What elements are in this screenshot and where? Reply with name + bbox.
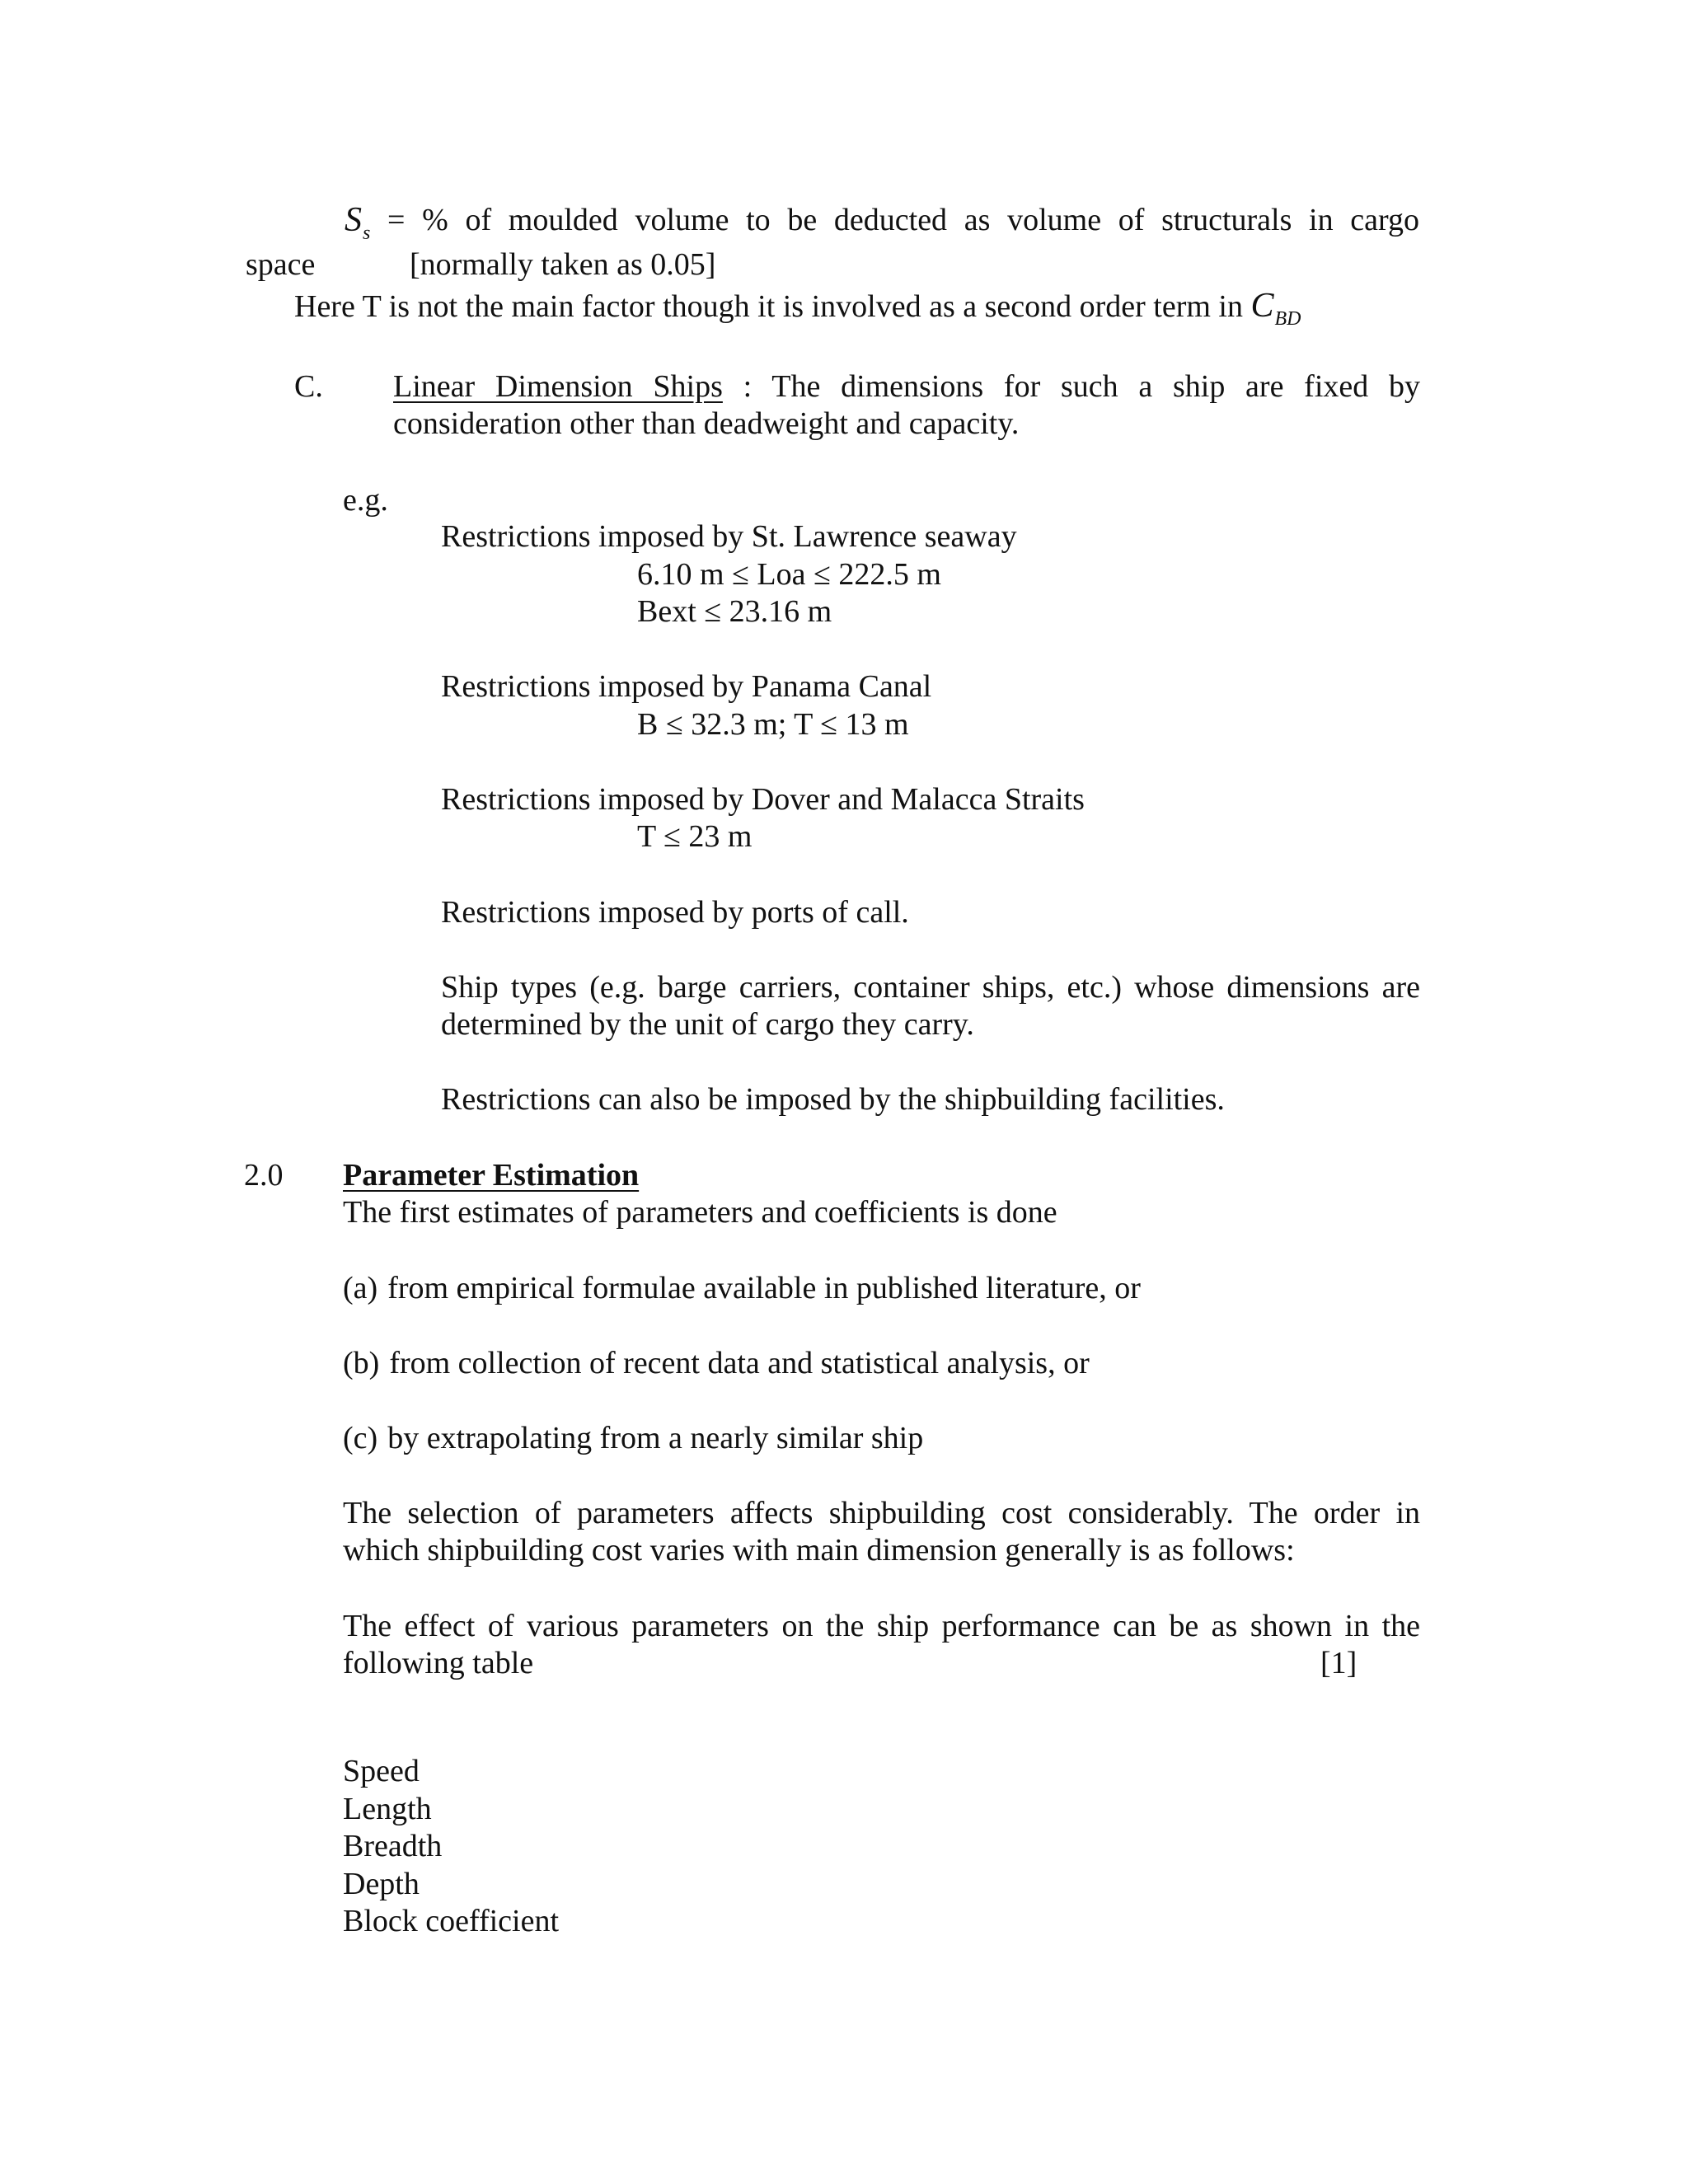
param-depth: Depth (343, 1867, 420, 1901)
seaway-title: Restrictions imposed by St. Lawrence seaway (441, 519, 1017, 554)
eg-label: e.g. (343, 483, 388, 518)
list-item-text: by extrapolating from a nearly similar ship (387, 1421, 924, 1455)
section-c-line2: consideration other than deadweight and capacity. (393, 406, 1020, 441)
list-item-label: (a) (343, 1271, 378, 1305)
section-c-marker: C. (294, 369, 323, 404)
list-item-label: (c) (343, 1421, 378, 1455)
list-item-text: from collection of recent data and statistical analysis, or (389, 1346, 1090, 1380)
section-c-line1 (393, 368, 1420, 405)
list-item-text: from empirical formulae available in published literature, or (387, 1271, 1141, 1305)
facilities-restriction: Restrictions can also be imposed by the shipbuilding facilities. (441, 1082, 1225, 1117)
param-breadth: Breadth (343, 1829, 443, 1863)
param-block-coefficient: Block coefficient (343, 1904, 560, 1938)
list-item (343, 1269, 1141, 1307)
ss-symbol: $S_s$ (345, 201, 371, 244)
effect-para-line1: The effect of various parameters on the ship performance can be as shown in the (343, 1609, 1420, 1643)
section-2-intro: The first estimates of parameters and coefficients is done (343, 1195, 1057, 1230)
straits-line-1: T ≤ 23 m (637, 819, 753, 854)
list-item-label: (b) (343, 1346, 380, 1380)
seaway-line-2: Bext ≤ 23.16 m (637, 594, 832, 629)
ship-types-line2: determined by the unit of cargo they carry. (441, 1007, 974, 1042)
panama-line-1: B ≤ 32.3 m; T ≤ 13 m (637, 707, 909, 742)
section-2-heading: Parameter Estimation (343, 1158, 640, 1193)
list-item (343, 1419, 923, 1457)
cost-para-line1: The selection of parameters affects shipbuilding cost considerably. The order in (343, 1496, 1420, 1530)
table-reference: [1] (1320, 1646, 1357, 1680)
list-item (343, 1344, 1090, 1382)
t-note-text: Here T is not the main factor though it is involved as a second order term in (294, 289, 1243, 324)
effect-para-line2: following table (343, 1646, 534, 1680)
ss-note: [normally taken as 0.05] (410, 247, 716, 282)
cbd-symbol: $C_{BD}$ (1250, 287, 1301, 330)
ship-types-line1: Ship types (e.g. barge carriers, container ships, etc.) whose dimensions are (441, 970, 1420, 1005)
ss-cont-word: space (246, 247, 316, 282)
seaway-line-1: 6.10 m ≤ Loa ≤ 222.5 m (637, 557, 941, 592)
ports-restriction: Restrictions imposed by ports of call. (441, 895, 909, 930)
ss-definition-text: = % of moulded volume to be deducted as volume of structurals in cargo (387, 203, 1419, 237)
section-c-title: Linear Dimension Ships (393, 369, 723, 404)
section-c-line1-rest: : The dimensions for such a ship are fixed by (743, 369, 1421, 404)
panama-title: Restrictions imposed by Panama Canal (441, 669, 932, 704)
cost-para-line2: which shipbuilding cost varies with main dimension generally is as follows: (343, 1533, 1295, 1568)
section-2-number: 2.0 (244, 1158, 284, 1193)
t-note (294, 287, 1301, 330)
straits-title: Restrictions imposed by Dover and Malacca Straits (441, 782, 1085, 817)
param-speed: Speed (343, 1754, 420, 1788)
param-length: Length (343, 1792, 432, 1826)
